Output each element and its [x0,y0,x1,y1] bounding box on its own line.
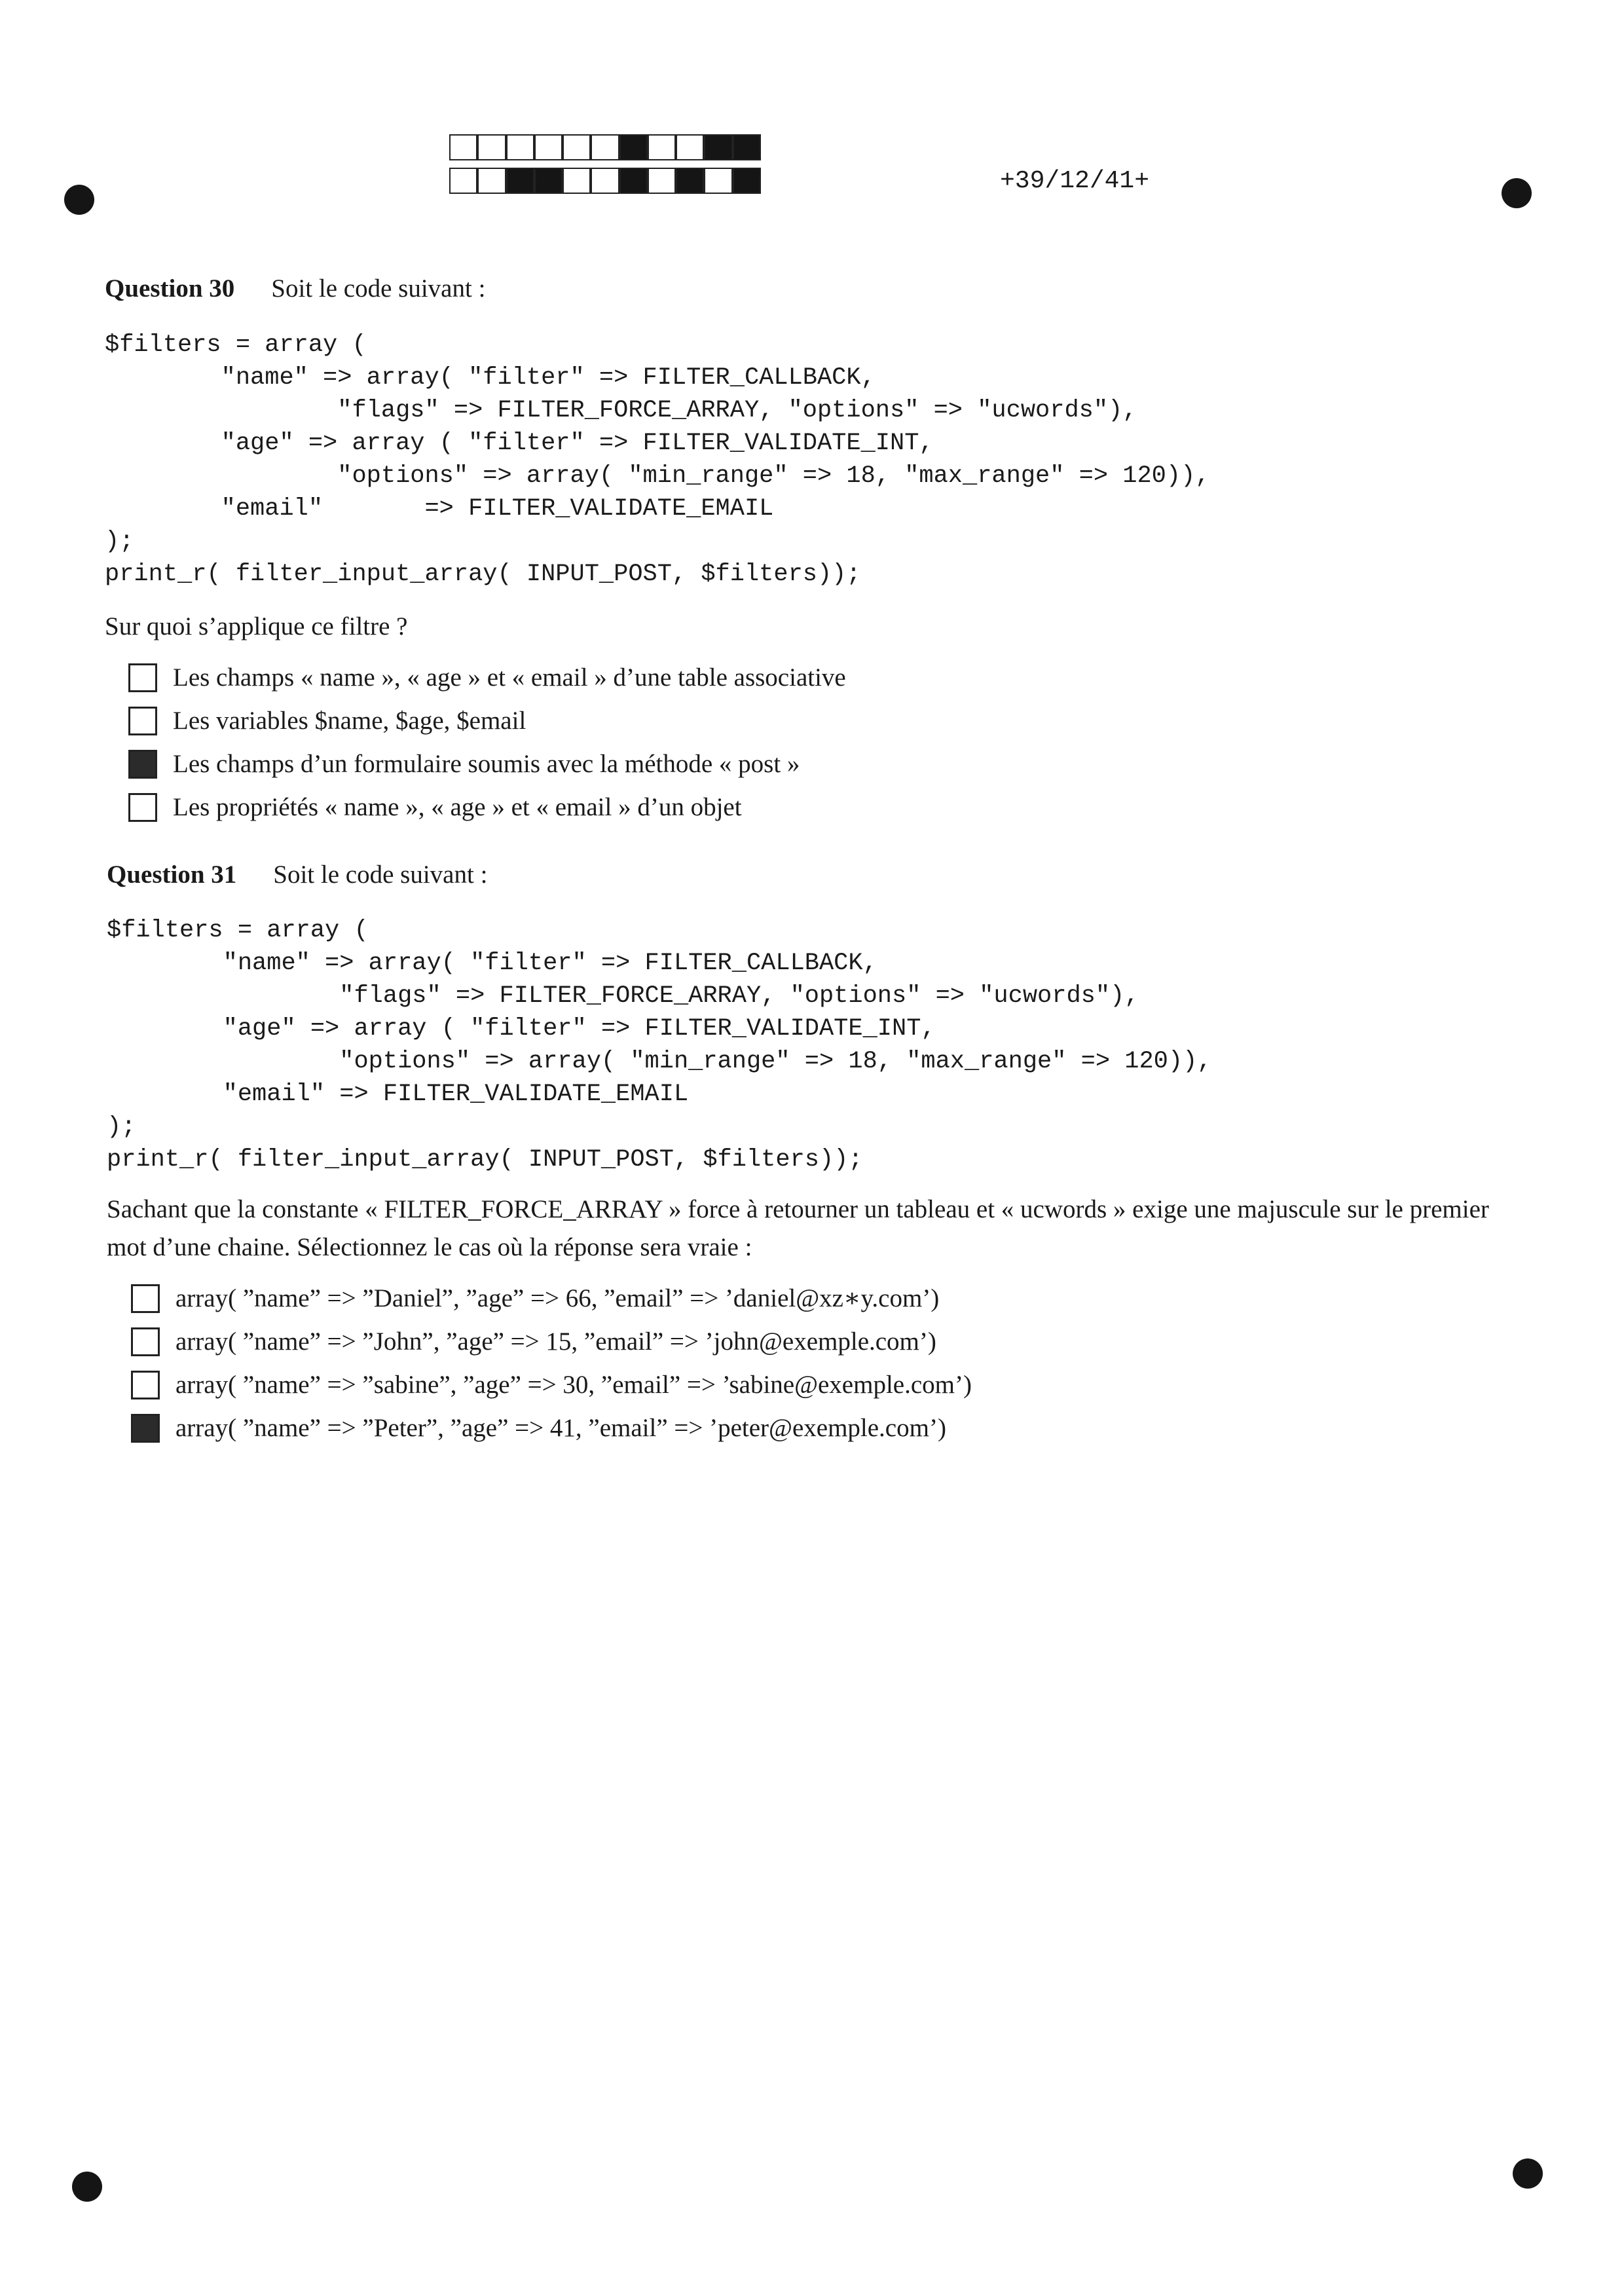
barcode-cell [619,134,648,160]
choice-label: array( ”name” => ”Daniel”, ”age” => 66, ”email” => ’daniel@xz∗y.com’) [175,1284,940,1312]
page-id: +39/12/41+ [1000,167,1150,195]
answer-choice[interactable] [131,1327,936,1356]
choice-label: array( ”name” => ”sabine”, ”age” => 30, ”email” => ’sabine@exemple.com’) [175,1371,972,1399]
answer-choice[interactable] [128,706,526,735]
question-intro: Soit le code suivant : [273,861,488,889]
barcode-cell [477,134,506,160]
checkbox[interactable] [131,1327,160,1356]
answer-choice[interactable] [131,1284,939,1313]
question-number: Question 30 [105,274,235,303]
barcode-cell [506,134,534,160]
registration-mark-bottom-left [72,2172,102,2202]
registration-mark-top-left [64,185,94,215]
registration-mark-top-right [1502,178,1532,208]
barcode-row [449,134,761,160]
checkbox[interactable] [131,1284,160,1313]
choice-label: array( ”name” => ”John”, ”age” => 15, ”email” => ’john@exemple.com’) [175,1327,936,1356]
choice-label: Les champs d’un formulaire soumis avec la méthode « post » [173,750,800,778]
answer-choice[interactable] [128,792,742,822]
barcode-cell [563,134,591,160]
barcode-cell [648,134,676,160]
code-block: $filters = array ( "name" => array( "filter" => FILTER_CALLBACK, "flags" => FILTER_FORCE_ARRAY, "options" => "ucwords"), "age" => array ( "filter" => FILTER_VALIDATE_INT, "options" => array( "min_range" => 18, "max_range" => 120)), "email" => FILTER_VALIDATE_EMAIL ); print_r( filter_input_array( INPUT_POST, $filters)); [107,917,1212,1174]
choice-label: Les propriétés « name », « age » et « email » d’un objet [173,793,742,821]
question-number: Question 31 [107,861,237,889]
checkbox[interactable] [131,1414,160,1443]
answer-choice[interactable] [131,1413,946,1443]
barcode-cell [449,134,477,160]
checkbox[interactable] [128,663,157,692]
checkbox[interactable] [131,1371,160,1399]
barcode-cell [534,134,563,160]
question-30-heading [105,274,485,303]
barcode-cell [676,134,704,160]
barcode-cell [506,168,534,194]
barcode-cell [648,168,676,194]
question-prompt: Sur quoi s’applique ce filtre ? [105,612,408,640]
answer-choice[interactable] [128,663,846,692]
checkbox[interactable] [128,750,157,779]
choice-label: Les variables $name, $age, $email [173,707,526,735]
barcode-cell [563,168,591,194]
barcode-cell [676,168,704,194]
answer-choice[interactable] [128,749,800,779]
checkbox[interactable] [128,707,157,735]
barcode-cell [733,134,761,160]
barcode-cell [449,168,477,194]
barcode-cell [704,134,732,160]
question-31-heading [107,860,487,889]
barcode-cell [591,134,619,160]
barcode-cell [477,168,506,194]
barcode-cell [534,168,563,194]
checkbox[interactable] [128,793,157,822]
registration-mark-bottom-right [1513,2158,1543,2189]
barcode-cell [619,168,648,194]
barcode-cell [733,168,761,194]
barcode-cell [591,168,619,194]
choice-label: Les champs « name », « age » et « email » d’une table associative [173,663,846,692]
answer-choice[interactable] [131,1370,972,1399]
question-intro: Soit le code suivant : [271,274,486,303]
choice-label: array( ”name” => ”Peter”, ”age” => 41, ”email” => ’peter@exemple.com’) [175,1414,946,1442]
barcode-cell [704,168,732,194]
barcode-row [449,168,761,194]
question-prompt: Sachant que la constante « FILTER_FORCE_ARRAY » force à retourner un tableau et « ucwords » exige une majuscule sur le premier mot d’une chaine. Sélectionnez le cas où la réponse sera vraie : [107,1195,1489,1261]
code-block: $filters = array ( "name" => array( "filter" => FILTER_CALLBACK, "flags" => FILTER_FORCE_ARRAY, "options" => "ucwords"), "age" => array ( "filter" => FILTER_VALIDATE_INT, "options" => array( "min_range" => 18, "max_range" => 120)), "email" => FILTER_VALIDATE_EMAIL ); print_r( filter_input_array( INPUT_POST, $filters)); [105,331,1210,588]
